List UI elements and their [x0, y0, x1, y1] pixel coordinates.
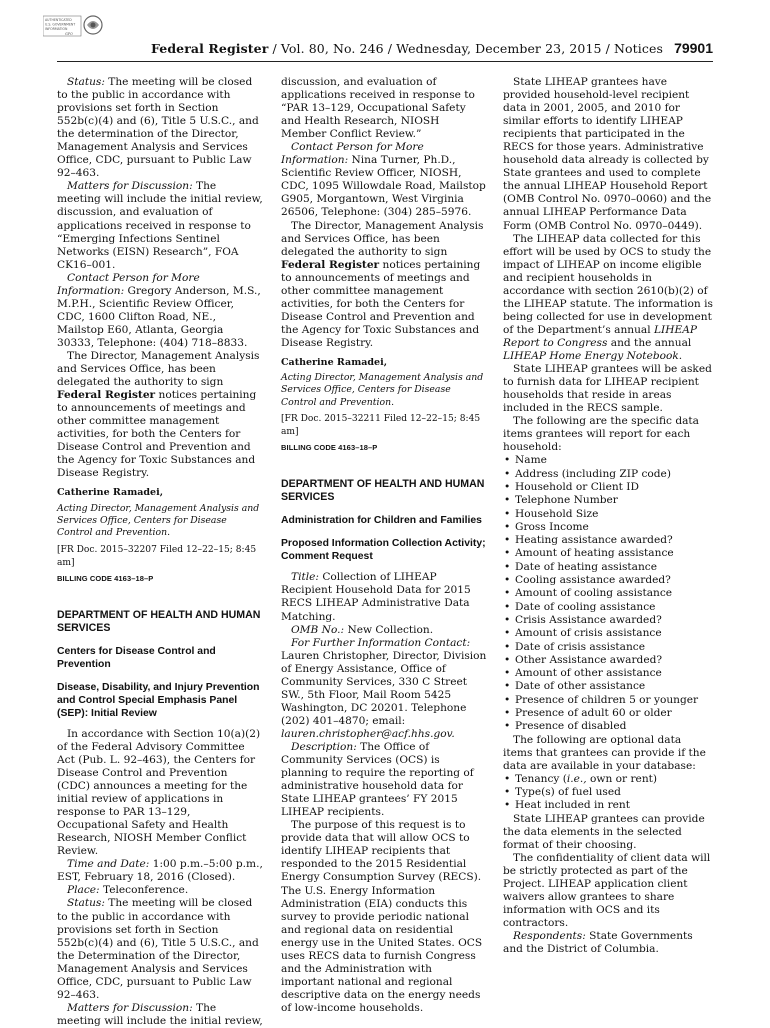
agency-heading: Centers for Disease Control and Prevention [57, 645, 216, 670]
page-header [0, 41, 770, 61]
agency-heading: Administration for Children and Families [281, 515, 482, 527]
paragraph: Matters for Discussion: The meeting will include the initial review, discussion, and evaluation of applications received in response to “Emerging Infections Sentinel Networks (EISN) Research”, FOA CK16–001. [57, 180, 263, 271]
paragraph: discussion, and evaluation of applications received in response to “PAR 13–129, Occupational Safety and Health Research, NIOSH Member Conflict Review.” [281, 76, 475, 141]
column-2 [281, 76, 487, 1015]
list-item: • Household Size [503, 508, 713, 521]
department-heading: DEPARTMENT OF HEALTH AND HUMAN SERVICES [57, 608, 261, 634]
svg-text:AUTHENTICATED: AUTHENTICATED [45, 18, 72, 22]
paragraph: In accordance with Section 10(a)(2) of the Federal Advisory Committee Act (Pub. L. 92–463), the Centers for Disease Control and Prevention (CDC) announces a meeting for the initial review of applications in response to PAR 13–129, Occupational Safety and Health Research, NIOSH Member Conflict Review. [57, 727, 261, 858]
header-rule [57, 61, 713, 62]
list-item: • Household or Client ID [503, 481, 713, 494]
journal-name: Federal Register [151, 41, 269, 56]
contact-email[interactable]: lauren.christopher@acf.hhs.gov. [281, 727, 455, 740]
list-item: • Type(s) of fuel used [503, 786, 713, 799]
list-item: • Date of crisis assistance [503, 641, 713, 654]
paragraph: The confidentiality of client data will be strictly protected as part of the Project. LIHEAP application client waivers allow grantees to share information with OCS and its contractors. [503, 851, 711, 929]
paragraph: OMB No.: New Collection. [291, 623, 434, 636]
list-item: • Date of heating assistance [503, 561, 713, 574]
list-item: • Amount of crisis assistance [503, 627, 713, 640]
paragraph: The purpose of this request is to provide data that will allow OCS to identify LIHEAP recipients that responded to the 2015 Residential Energy Consumption Survey (RECS). The U.S. Energy Information Administration (EIA) conducts this survey to provide periodic national and regional data on residential energy use in the United States. OCS uses RECS data to furnish Congress and the Administration with important national and regional descriptive data on the energy needs of low-income households. [281, 819, 483, 1014]
list-item: • Heating assistance awarded? [503, 534, 713, 547]
paragraph: The following are optional data items that grantees can provide if the data are available in your database: [503, 733, 706, 772]
running-head [151, 41, 663, 56]
list-item: • Amount of heating assistance [503, 547, 713, 560]
paragraph: For Further Information Contact: Lauren Christopher, Director, Division of Energy Assistance, Office of Community Services, 330 C Street SW., 5th Floor, Mail Room 5425 Washington, DC 20201. Telephone (202) 401–4870; email: lauren.christopher@acf.hhs.gov. [281, 636, 487, 740]
list-item: • Presence of disabled [503, 720, 713, 733]
paragraph: The Director, Management Analysis and Services Office, has been delegated the authority to sign Federal Register notices pertaining to announcements of meetings and other committee management activities, for both the Centers for Disease Control and Prevention and the Agency for Toxic Substances and Disease Registry. [57, 349, 260, 480]
notice-title: Proposed Information Collection Activity; Comment Request [281, 538, 486, 563]
list-item: • Date of cooling assistance [503, 601, 713, 614]
list-item: • Crisis Assistance awarded? [503, 614, 713, 627]
list-item: • Name [503, 454, 713, 467]
list-item: • Amount of other assistance [503, 667, 713, 680]
department-heading: DEPARTMENT OF HEALTH AND HUMAN SERVICES [281, 478, 485, 504]
list-item: • Address (including ZIP code) [503, 468, 713, 481]
paragraph: The Director, Management Analysis and Services Office, has been delegated the authority to sign Federal Register notices pertaining to announcements of meetings and other committee management activities, for both the Centers for Disease Control and Prevention and the Agency for Toxic Substances and Disease Registry. [281, 219, 484, 349]
list-item: • Cooling assistance awarded? [503, 574, 713, 587]
notice-title: Disease, Disability, and Injury Prevention and Control Special Emphasis Panel (SEP): Initial Review [57, 681, 260, 719]
svg-text:INFORMATION: INFORMATION [45, 27, 68, 31]
paragraph: Contact Person for More Information: Gregory Anderson, M.S., M.P.H., Scientific Review Officer, CDC, 1600 Clifton Road, NE., Mailstop E60, Atlanta, Georgia 30333, Telephone: (404) 718–8833. [57, 271, 261, 349]
list-item: • Presence of adult 60 or older [503, 707, 713, 720]
list-item: • Tenancy (i.e., own or rent) [503, 773, 713, 786]
billing-code: BILLING CODE 4163–18–P [57, 573, 154, 583]
list-item: • Amount of cooling assistance [503, 587, 713, 600]
svg-text:GPO: GPO [65, 32, 73, 36]
signature-title: Acting Director, Management Analysis and Services Office, Centers for Disease Control and Prevention. [281, 372, 484, 408]
billing-code: BILLING CODE 4163–18–P [281, 443, 378, 453]
list-item: • Telephone Number [503, 494, 713, 507]
paragraph: Matters for Discussion: The meeting will include the initial review, [57, 1001, 263, 1027]
paragraph: Status: The meeting will be closed to the public in accordance with provisions set forth in Section 552b(c)(4) and (6), Title 5 U.S.C., and the Determination of the Director, Management Analysis and Services Office, CDC, pursuant to Public Law 92–463. [57, 897, 259, 1001]
svg-text:U.S. GOVERNMENT: U.S. GOVERNMENT [45, 22, 76, 27]
paragraph: Title: Collection of LIHEAP Recipient Household Data for 2015 RECS LIHEAP Administrative Data Matching. [281, 571, 471, 623]
paragraph: Status: The meeting will be closed to the public in accordance with provisions set forth in Section 552b(c)(4) and (6), Title 5 U.S.C., and the determination of the Director, Management Analysis and Services Office, CDC, pursuant to Public Law 92–463. [57, 76, 259, 180]
optional-data-items-list [503, 773, 713, 813]
required-data-items-list [503, 454, 713, 733]
paragraph: State LIHEAP grantees will be asked to furnish data for LIHEAP recipient households that reside in areas included in the RECS sample. [503, 363, 712, 415]
signature-title: Acting Director, Management Analysis and Services Office, Centers for Disease Control and Prevention. [57, 502, 260, 539]
list-item: • Other Assistance awarded? [503, 654, 713, 667]
paragraph: State LIHEAP grantees can provide the data elements in the selected format of their choosing. [503, 812, 705, 851]
issue-meta: / Vol. 80, No. 246 / Wednesday, December 23, 2015 / Notices [268, 41, 664, 56]
column-1 [57, 76, 263, 1028]
fr-doc-line: [FR Doc. 2015–32211 Filed 12–22–15; 8:45 am] [281, 414, 481, 438]
paragraph: State LIHEAP grantees have provided household-level recipient data in 2001, 2005, and 2010 for similar efforts to identify LIHEAP recipients that participated in the RECS for those years. Administrative household data already is collected by State grantees and used to complete the annual LIHEAP Household Report (OMB Control No. 0970–0060) and the annual LIHEAP Performance Data Form (OMB Control No. 0970–0449). [503, 76, 712, 232]
gpo-authenticated-logo [43, 12, 103, 40]
paragraph: Place: Teleconference. [67, 884, 189, 897]
list-item: • Date of other assistance [503, 680, 713, 693]
fr-doc-line: [FR Doc. 2015–32207 Filed 12–22–15; 8:45 am] [57, 544, 257, 568]
list-item: • Presence of children 5 or younger [503, 694, 713, 707]
paragraph: Respondents: State Governments and the District of Columbia. [503, 930, 693, 956]
signature-name: Catherine Ramadei, [57, 487, 164, 499]
paragraph: Description: The Office of Community Services (OCS) is planning to require the reporting of administrative household data for State LIHEAP grantees’ FY 2015 LIHEAP recipients. [281, 741, 474, 819]
paragraph: The LIHEAP data collected for this effort will be used by OCS to study the impact of LIHEAP on income eligible and recipient households in accordance with section 2610(b)(2) of the LIHEAP statute. The information is being collected for use in development of the Department’s annual LIHEAP Report to Congress and the annual LIHEAP Home Energy Notebook. [503, 232, 713, 362]
paragraph: The following are the specific data items grantees will report for each household: [503, 415, 699, 454]
list-item: • Gross Income [503, 521, 713, 534]
list-item: • Heat included in rent [503, 799, 713, 812]
page-number: 79901 [674, 40, 713, 56]
paragraph: Contact Person for More Information: Nina Turner, Ph.D., Scientific Review Officer, NIOSH, CDC, 1095 Willowdale Road, Mailstop G905, Morgantown, West Virginia 26506, Telephone: (304) 285–5976. [281, 141, 486, 219]
paragraph: Time and Date: 1:00 p.m.–5:00 p.m., EST, February 18, 2016 (Closed). [57, 858, 263, 884]
column-3 [503, 76, 713, 956]
signature-name: Catherine Ramadei, [281, 356, 388, 368]
